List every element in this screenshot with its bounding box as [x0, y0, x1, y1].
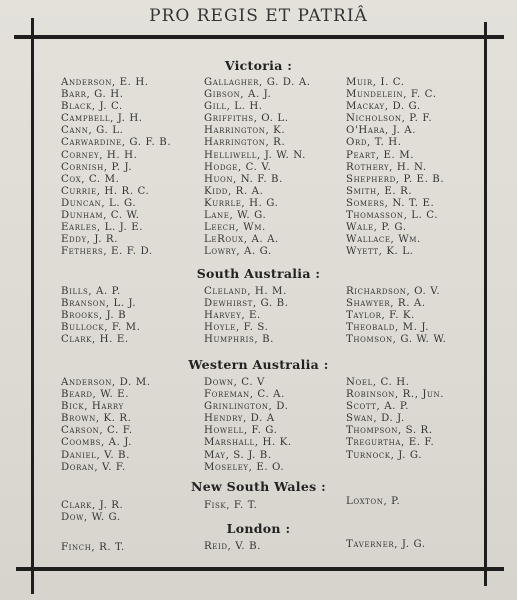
name-column-london-1 [61, 542, 125, 554]
name-entry: Kurrle, H. G. [204, 197, 279, 209]
left-rule [31, 18, 34, 594]
name-entry: Hodge, C. V. [204, 161, 272, 173]
name-column-south-australia-2 [204, 286, 289, 346]
name-column-western-australia-1 [61, 377, 151, 474]
name-entry: Thompson, S. R. [346, 425, 433, 437]
name-entry: Dunham, C. W. [61, 210, 140, 222]
name-entry: Lane, W. G. [204, 210, 267, 222]
name-entry: Robinson, R., Jun. [346, 389, 445, 401]
name-entry: Grinlington, D. [204, 401, 289, 413]
section-title-victoria: Victoria : [224, 58, 293, 73]
name-entry: Wallace, Wm. [346, 234, 421, 246]
name-entry: Thomasson, L. C. [346, 210, 439, 222]
bottom-rule [16, 567, 504, 571]
name-entry: Shawyer, R. A. [346, 298, 426, 310]
name-entry: Howell, F. G. [204, 425, 278, 437]
name-entry: Harrington, K. [204, 125, 286, 137]
top-rule [14, 35, 504, 39]
name-entry: Currie, H. R. C. [61, 185, 150, 197]
name-entry: Shepherd, P. E. B. [346, 173, 445, 185]
name-entry: Bullock, F. M. [61, 322, 141, 334]
name-column-south-australia-1 [61, 286, 141, 346]
page-title: PRO REGIS ET PATRIÂ [149, 6, 368, 26]
name-entry: Foreman, C. A. [204, 389, 285, 401]
name-column-victoria-3 [346, 77, 444, 258]
name-entry: Taylor, F. K. [346, 310, 415, 322]
name-entry: Helliwell, J. W. N. [204, 149, 306, 161]
name-entry: Mundelein, F. C. [346, 89, 437, 101]
name-entry: Hendry, D. A [204, 413, 275, 425]
name-entry: Scott, A. P. [346, 401, 410, 413]
name-entry: Anderson, E. H. [61, 77, 149, 88]
name-entry: Somers, N. T. E. [346, 197, 435, 209]
name-entry: Cann, G. L. [61, 125, 124, 137]
section-title-western-australia: Western Australia : [188, 357, 329, 372]
name-entry: Bick, Harry [61, 401, 124, 413]
name-entry: O'Hara, J. A. [346, 125, 417, 137]
name-entry: Thomson, G. W. W. [346, 334, 447, 346]
name-entry: Bills, A. P. [61, 286, 121, 297]
name-entry: Brooks, J. B [61, 310, 127, 322]
name-entry: Down, C. V [204, 377, 265, 388]
name-entry: Cleland, H. M. [204, 286, 287, 297]
name-entry: Earles, L. J. E. [61, 222, 144, 234]
name-entry: Gibson, A. J. [204, 89, 272, 101]
name-column-south-australia-3 [346, 286, 446, 346]
name-entry: Richardson, O. V. [346, 286, 441, 297]
name-entry: Taverner, J. G. [346, 539, 426, 550]
name-entry: Carwardine, G. F. B. [61, 137, 172, 149]
name-entry: Loxton, P. [346, 496, 401, 507]
name-entry: Finch, R. T. [61, 542, 125, 553]
name-entry: Anderson, D. M. [61, 377, 151, 388]
name-entry: Reid, V. B. [204, 541, 262, 552]
name-entry: Humphris, B. [204, 334, 274, 346]
section-title-south-australia: South Australia : [196, 266, 321, 281]
name-entry: Huon, N. F. B. [204, 173, 283, 185]
name-column-western-australia-3 [346, 377, 444, 462]
name-entry: Duncan, L. G. [61, 197, 137, 209]
name-entry: May, S. J. B. [204, 449, 272, 461]
name-entry: Branson, L. J. [61, 298, 137, 310]
name-entry: Brown, K. R. [61, 413, 132, 425]
name-entry: Harvey, E. [204, 310, 261, 322]
name-entry: Griffiths, O. L. [204, 113, 289, 125]
name-column-victoria-2 [204, 77, 311, 258]
name-entry: Campbell, J. H. [61, 113, 143, 125]
name-column-new-south-wales-2 [204, 500, 257, 512]
name-entry: Kidd, R. A. [204, 185, 264, 197]
name-entry: Fisk, F. T. [204, 500, 258, 511]
name-entry: Dewhirst, G. B. [204, 298, 289, 310]
name-entry: Hoyle, F. S. [204, 322, 269, 334]
name-column-london-2 [204, 541, 261, 553]
name-column-western-australia-2 [204, 377, 292, 474]
name-entry: Swan, D. J. [346, 413, 405, 425]
name-entry: Nicholson, P. F. [346, 113, 433, 125]
name-entry: Clark, H. E. [61, 334, 129, 346]
name-column-new-south-wales-3 [346, 496, 400, 508]
name-entry: Wale, P. G. [346, 222, 407, 234]
name-entry: Barr, G. H. [61, 89, 124, 101]
name-entry: Theobald, M. J. [346, 322, 430, 334]
name-entry: Ord, T. H. [346, 137, 402, 149]
name-column-victoria-1 [61, 77, 171, 258]
section-title-london: London : [226, 521, 291, 536]
name-entry: Wyett, K. L. [346, 246, 414, 258]
name-entry: Gill, L. H. [204, 101, 263, 113]
name-entry: Lowry, A. G. [204, 246, 272, 258]
name-entry: Turnock, J. G. [346, 449, 423, 461]
name-entry: Daniel, V. B. [61, 449, 130, 461]
name-entry: Muir, I. C. [346, 77, 405, 88]
name-entry: Peart, E. M. [346, 149, 415, 161]
name-entry: Mackay, D. G. [346, 101, 421, 113]
name-entry: Noel, C. H. [346, 377, 410, 388]
name-entry: Beard, W. E. [61, 389, 130, 401]
right-rule [484, 22, 487, 586]
name-entry: Leech, Wm. [204, 222, 266, 234]
name-entry: Fethers, E. F. D. [61, 246, 153, 258]
name-entry: Harrington, R. [204, 137, 286, 149]
name-entry: Clark, J. R. [61, 500, 124, 511]
name-entry: Smith, E. R. [346, 185, 413, 197]
name-entry: Marshall, H. K. [204, 437, 292, 449]
name-entry: Coombs, A. J. [61, 437, 133, 449]
name-entry: Eddy, J. R. [61, 234, 119, 246]
section-title-new-south-wales: New South Wales : [190, 479, 326, 494]
name-entry: Doran, V. F. [61, 461, 126, 473]
name-entry: Cox, C. M. [61, 173, 120, 185]
name-entry: LeRoux, A. A. [204, 234, 279, 246]
name-entry: Gallagher, G. D. A. [204, 77, 311, 88]
name-entry: Tregurtha, E. F. [346, 437, 435, 449]
name-entry: Cornish, P. J. [61, 161, 133, 173]
name-entry: Rothery, H. N. [346, 161, 427, 173]
name-entry: Black, J. C. [61, 101, 123, 113]
name-entry: Moseley, E. O. [204, 461, 285, 473]
name-entry: Carson, C. F. [61, 425, 133, 437]
name-entry: Corney, H. H. [61, 149, 138, 161]
name-column-london-3 [346, 539, 426, 551]
name-entry: Dow, W. G. [61, 512, 121, 524]
